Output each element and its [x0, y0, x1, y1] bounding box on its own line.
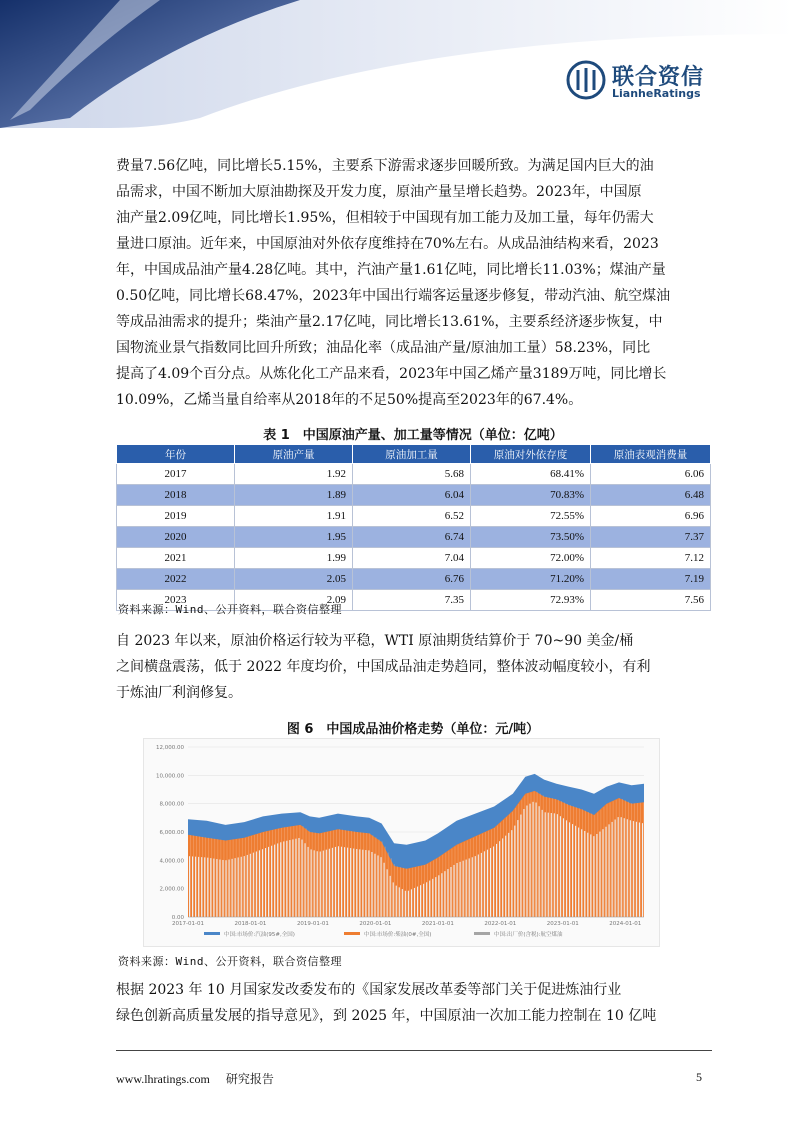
table-cell: 6.76 [353, 569, 471, 590]
legend-label: 中国:市场价:汽油(95#,全国) [224, 932, 295, 938]
paragraph-price-trend [116, 628, 710, 706]
table-cell: 6.96 [591, 506, 711, 527]
y-tick-label: 6,000.00 [159, 830, 184, 836]
y-tick-label: 0.00 [171, 915, 184, 921]
figure-caption: 图 6 中国成品油价格走势（单位：元/吨） [286, 722, 540, 737]
x-tick-label: 2021-01-01 [421, 921, 454, 927]
table-cell: 7.56 [591, 590, 711, 611]
footer-left [116, 1070, 290, 1087]
x-tick-label: 2018-01-01 [234, 921, 267, 927]
table-header-row [117, 445, 711, 464]
table-row [117, 485, 711, 506]
y-tick-label: 10,000.00 [156, 773, 184, 780]
legend-swatch [204, 932, 220, 935]
table-cell: 6.04 [353, 485, 471, 506]
brand-logo [566, 56, 746, 106]
price-chart-svg [144, 739, 659, 946]
paragraph-line: 于炼油厂利润修复。 [116, 685, 242, 701]
legend-label: 中国:出厂价(含税):航空煤油 [494, 932, 563, 938]
table-cell: 7.19 [591, 569, 711, 590]
table-cell: 2.09 [235, 590, 353, 611]
table-cell: 1.91 [235, 506, 353, 527]
paragraph-policy [116, 977, 710, 1029]
table-row [117, 527, 711, 548]
globe-logo-icon [566, 60, 606, 100]
x-tick-label: 2017-01-01 [172, 921, 204, 927]
table-cell: 6.52 [353, 506, 471, 527]
table-cell: 72.55% [471, 506, 591, 527]
x-tick-label: 2022-01-01 [484, 921, 517, 927]
table-header-cell: 原油对外依存度 [471, 445, 591, 464]
table-header-cell: 原油加工量 [353, 445, 471, 464]
paragraph-line: 提高了4.09个百分点。从炼化化工产品来看，2023年中国乙烯产量3189万吨，同比增长 [116, 366, 667, 382]
legend-label: 中国:市场价:柴油(0#,全国) [364, 932, 432, 938]
x-tick-label: 2024-01-01 [609, 921, 642, 927]
footer-url-link[interactable]: www.lhratings.com [116, 1072, 210, 1086]
y-tick-label: 12,000.00 [156, 745, 184, 751]
table-row [117, 569, 711, 590]
paragraph-line: 国物流业景气指数同比回升所致；油品化率（成品油产量/原油加工量）58.23%，同比 [116, 340, 651, 356]
table-cell: 2.05 [235, 569, 353, 590]
x-tick-label: 2023-01-01 [546, 921, 579, 927]
table-cell: 6.48 [591, 485, 711, 506]
legend-swatch [474, 932, 490, 935]
x-tick-label: 2019-01-01 [296, 921, 329, 927]
table-caption: 表 1 中国原油产量、加工量等情况（单位：亿吨） [263, 428, 563, 443]
table-row [117, 548, 711, 569]
paragraph-line: 年，中国成品油产量4.28亿吨。其中，汽油产量1.61亿吨，同比增长11.03%；煤油产量 [116, 262, 666, 278]
figure-source-note: 资料来源：Wind、公开资料，联合资信整理 [118, 955, 342, 968]
table-cell: 72.00% [471, 548, 591, 569]
y-tick-label: 2,000.00 [159, 886, 184, 893]
table-source-note: 资料来源：Wind、公开资料，联合资信整理 [118, 603, 342, 616]
table-cell: 2017 [117, 464, 235, 485]
table-cell: 1.92 [235, 464, 353, 485]
paragraph-line: 绿色创新高质量发展的指导意见》，到 2025 年，中国原油一次加工能力控制在 10 亿吨 [116, 1008, 657, 1024]
table-cell: 2019 [117, 506, 235, 527]
paragraph-line: 10.09%，乙烯当量自给率从2018年的不足50%提高至2023年的67.4%。 [116, 392, 583, 408]
y-tick-label: 8,000.00 [159, 801, 184, 808]
table-cell: 1.99 [235, 548, 353, 569]
table-header-cell: 原油表观消费量 [591, 445, 711, 464]
table-cell: 6.74 [353, 527, 471, 548]
table-cell: 73.50% [471, 527, 591, 548]
table-cell: 7.04 [353, 548, 471, 569]
legend-swatch [344, 932, 360, 935]
paragraph-line: 0.50亿吨，同比增长68.47%，2023年中国出行端客运量逐步修复，带动汽油、航空煤油 [116, 288, 671, 304]
paragraph-line: 之间横盘震荡，低于 2022 年度均价，中国成品油走势趋同，整体波动幅度较小，有利 [116, 659, 651, 675]
table-cell: 72.93% [471, 590, 591, 611]
page-number: 5 [696, 1070, 702, 1084]
table-cell: 7.12 [591, 548, 711, 569]
table-row [117, 506, 711, 527]
table-header-cell: 原油产量 [235, 445, 353, 464]
logo-en-text: LianheRatings [612, 87, 701, 100]
table-cell: 71.20% [471, 569, 591, 590]
paragraph-line: 等成品油需求的提升；柴油产量2.17亿吨，同比增长13.61%，主要系经济逐步恢复，中 [116, 314, 663, 330]
table-cell: 2020 [117, 527, 235, 548]
price-chart [143, 738, 660, 947]
table-cell: 7.35 [353, 590, 471, 611]
table-cell: 1.89 [235, 485, 353, 506]
table-cell: 70.83% [471, 485, 591, 506]
table-cell: 2018 [117, 485, 235, 506]
table-cell: 68.41% [471, 464, 591, 485]
table-header-cell: 年份 [117, 445, 235, 464]
table-row [117, 464, 711, 485]
table-cell: 2022 [117, 569, 235, 590]
table-cell: 5.68 [353, 464, 471, 485]
table-cell: 7.37 [591, 527, 711, 548]
paragraph-line: 自 2023 年以来，原油价格运行较为平稳，WTI 原油期货结算价于 70~90 美金/桶 [116, 633, 634, 649]
paragraph-line: 费量7.56亿吨，同比增长5.15%，主要系下游需求逐步回暖所致。为满足国内巨大的油 [116, 158, 654, 174]
logo-cn-text: 联合资信 [612, 65, 705, 90]
table-cell: 1.95 [235, 527, 353, 548]
paragraph-crude-oil [116, 153, 710, 413]
paragraph-line: 油产量2.09亿吨，同比增长1.95%，但相较于中国现有加工能力及加工量，每年仍需大 [116, 210, 654, 226]
footer-label: 研究报告 [225, 1072, 274, 1086]
paragraph-line: 量进口原油。近年来，中国原油对外依存度维持在70%左右。从成品油结构来看，2023 [116, 236, 659, 252]
paragraph-line: 根据 2023 年 10 月国家发改委发布的《国家发展改革委等部门关于促进炼油行业 [116, 982, 622, 998]
x-tick-label: 2020-01-01 [359, 921, 392, 927]
crude-oil-table [116, 444, 711, 611]
table-cell: 2021 [117, 548, 235, 569]
y-tick-label: 4,000.00 [159, 858, 184, 865]
paragraph-line: 品需求，中国不断加大原油勘探及开发力度，原油产量呈增长趋势。2023年，中国原 [116, 184, 642, 200]
footer-divider [116, 1050, 712, 1051]
table-cell: 6.06 [591, 464, 711, 485]
table-cell: 2023 [117, 590, 235, 611]
